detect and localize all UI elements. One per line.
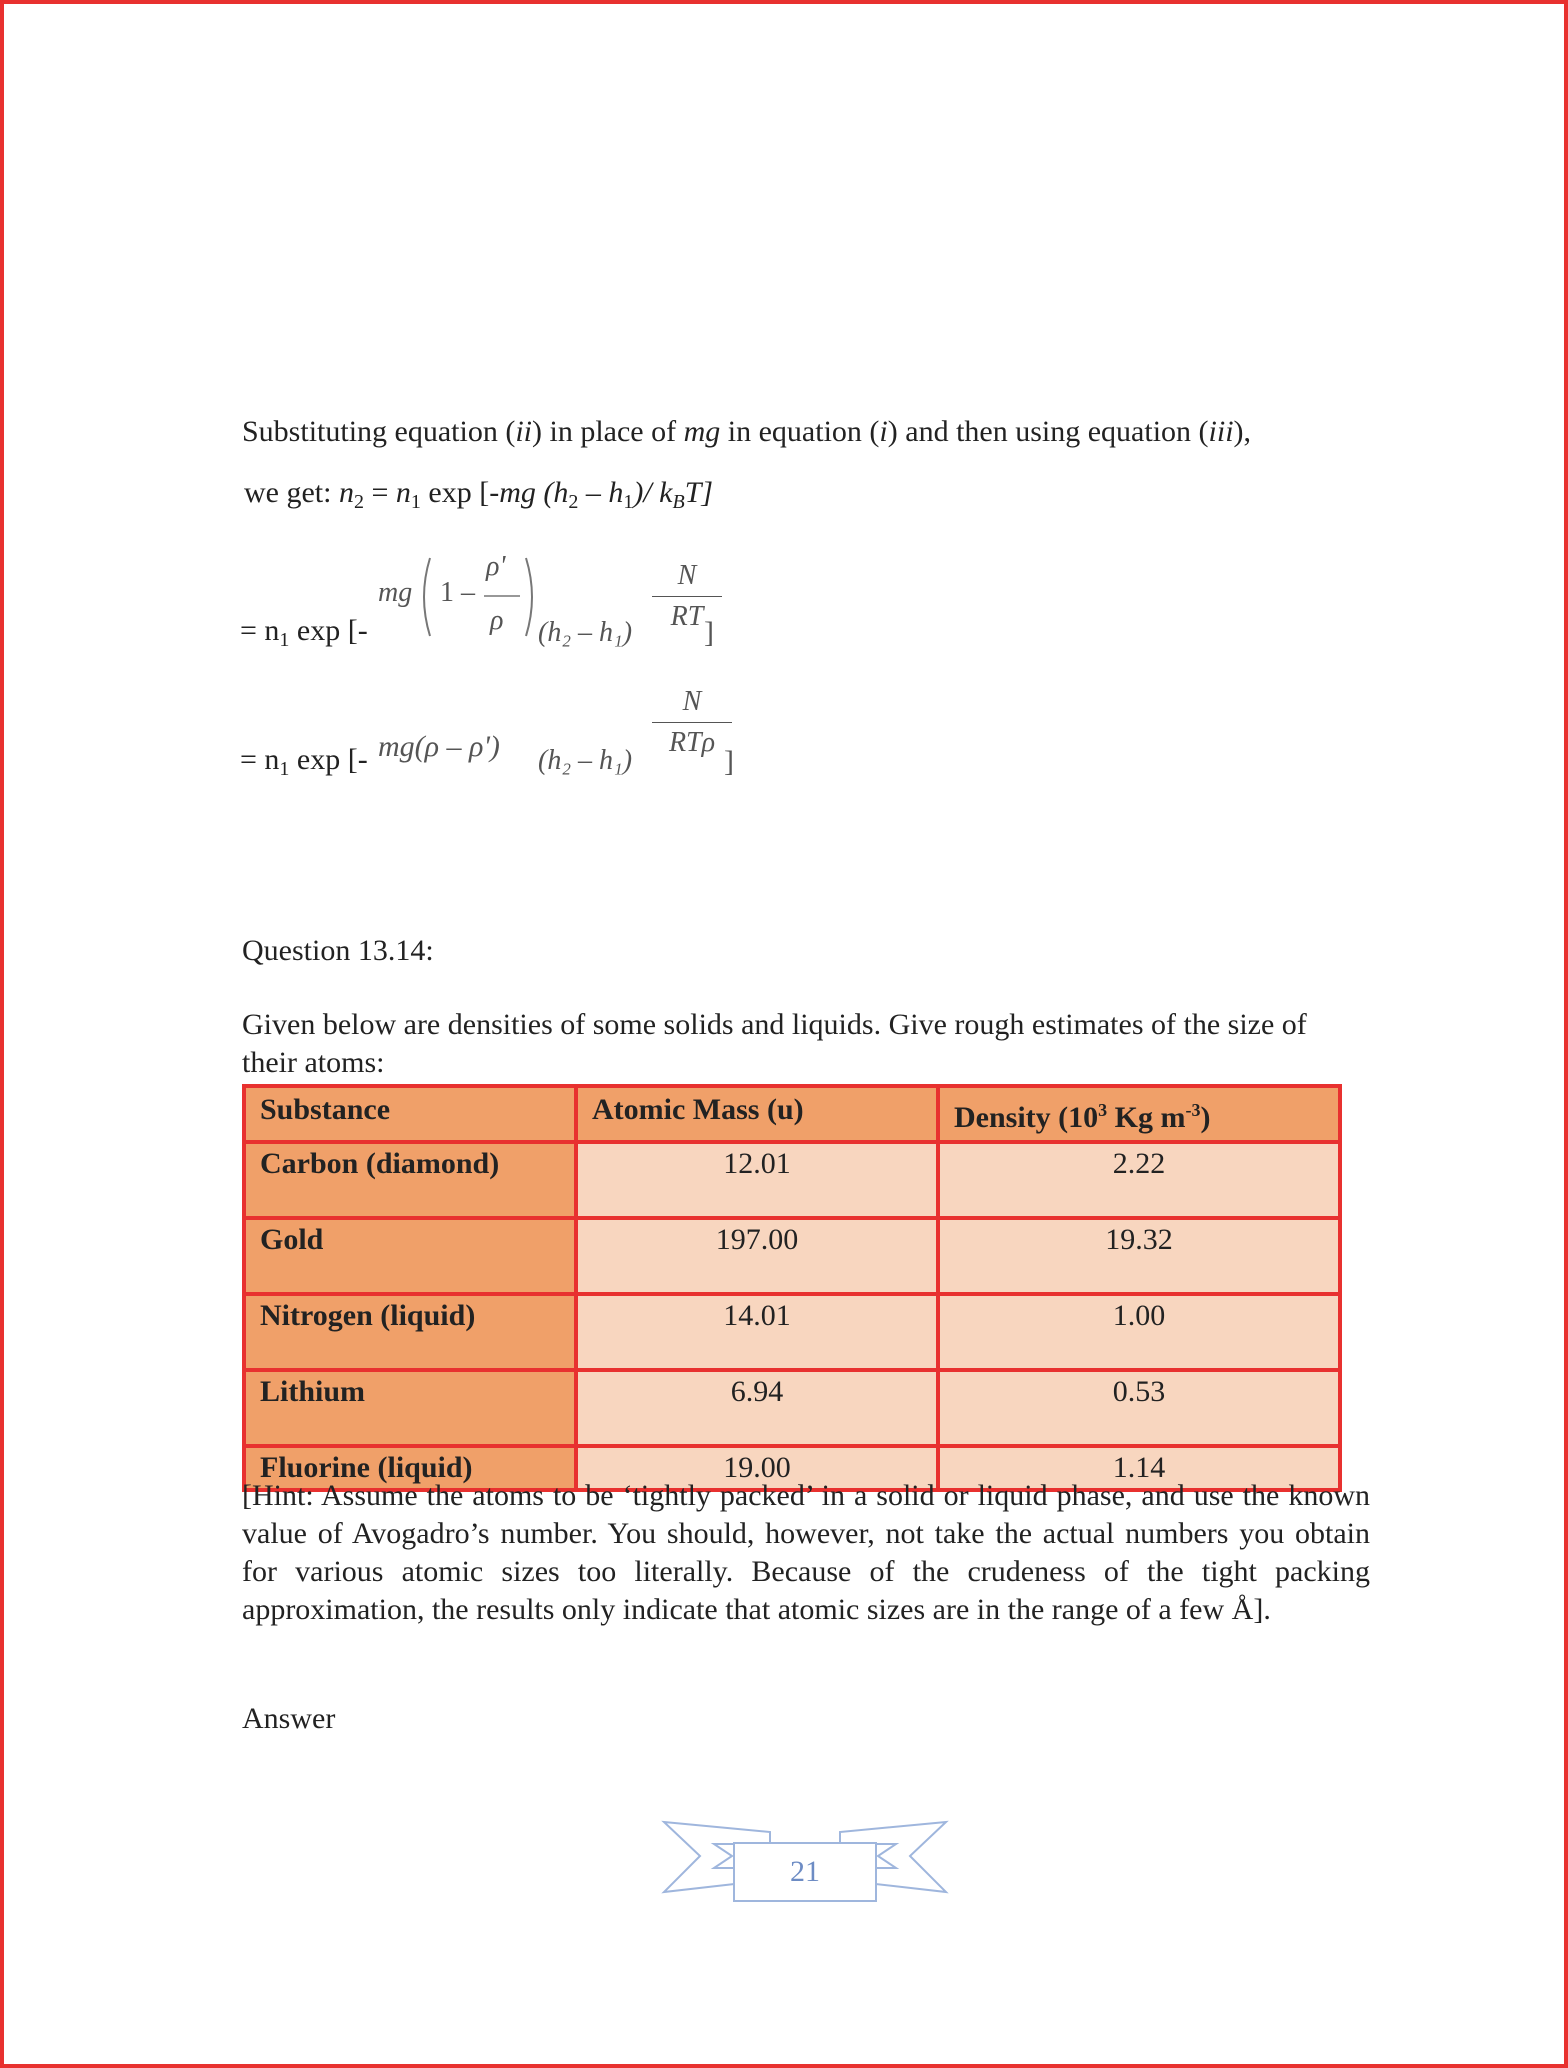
cell-mass: 6.94: [576, 1370, 938, 1446]
header-density: [938, 1086, 1340, 1142]
eq1-h-term: (h₂ – h₁): [538, 617, 633, 648]
subscript: 2: [353, 491, 364, 513]
cell-substance: Gold: [244, 1218, 576, 1294]
var-k: )/ k: [633, 476, 673, 509]
eq2-numerator: mg(ρ – ρ'): [378, 730, 500, 763]
we-get-prefix: we get:: [244, 476, 339, 509]
intro-text: ),: [1233, 415, 1252, 448]
cell-substance: Carbon (diamond): [244, 1142, 576, 1218]
table-row: [244, 1142, 1340, 1218]
var-n: n: [338, 476, 354, 509]
cell-density: 19.32: [938, 1218, 1340, 1294]
intro-ii: ii: [515, 415, 532, 448]
density-table: [242, 1084, 1342, 1492]
cell-mass: 197.00: [576, 1218, 938, 1294]
eq1-rho: ρ: [490, 605, 504, 636]
intro-text: ) and then using equation (: [887, 415, 1209, 448]
eq2-n: = n: [240, 743, 280, 776]
fraction-bar: [652, 596, 722, 597]
subscript: 1: [279, 629, 290, 651]
subscript: 1: [279, 758, 290, 780]
equals: =: [363, 476, 396, 509]
intro-iii: iii: [1208, 415, 1234, 448]
var-h: (h: [535, 476, 569, 509]
fraction-bar: [652, 722, 732, 723]
eq2-fraction: [652, 686, 732, 759]
eq1-N: N: [677, 560, 697, 591]
var-T: T]: [684, 476, 714, 509]
exp-text: exp [-: [289, 743, 368, 776]
cell-mass: 14.01: [576, 1294, 938, 1370]
question-label: Question 13.14:: [242, 934, 434, 967]
header-atomic-mass: Atomic Mass (u): [576, 1086, 938, 1142]
eq1-lhs: [240, 612, 368, 659]
answer-label: Answer: [242, 1702, 336, 1735]
subscript: 1: [623, 491, 634, 513]
cell-density: 1.00: [938, 1294, 1340, 1370]
exp-text: exp [-: [420, 476, 500, 509]
eq2-lhs: [240, 741, 368, 788]
question-paragraph: Given below are densities of some solids and liquids. Give rough estimates of the size of their atoms:: [242, 1008, 1307, 1079]
eq2-h-term: (h₂ – h₁): [538, 745, 633, 776]
var-h: – h: [578, 476, 624, 509]
table-row: [244, 1218, 1340, 1294]
intro-text: in equation (: [720, 415, 880, 448]
hint-block: [242, 1477, 1370, 1629]
intro-mg: mg: [683, 415, 721, 448]
eq1-RT: RT: [670, 601, 704, 632]
eq1-n: = n: [240, 614, 280, 647]
subscript: 2: [568, 491, 579, 513]
header-substance: Substance: [244, 1086, 576, 1142]
eq1-rho-prime: ρ': [486, 551, 506, 582]
we-get-line: [244, 474, 713, 521]
cell-substance: Lithium: [244, 1370, 576, 1446]
superscript: -3: [1185, 1100, 1201, 1120]
eq1-one-minus: 1 –: [440, 577, 475, 608]
cell-density: 2.22: [938, 1142, 1340, 1218]
table-row: [244, 1294, 1340, 1370]
hint-paragraph: [Hint: Assume the atoms to be ‘tightly packed’ in a solid or liquid phase, and use the known value of Avogadro’s number. You should, however, not take the actual numbers you obtain for various atomic sizes too literally. Because of the crudeness of the tight packing approximation, the results only indicate that atomic sizes are in the range of a few Å].: [242, 1479, 1370, 1626]
table-row: [244, 1370, 1340, 1446]
header-density-text: Kg m: [1107, 1101, 1186, 1134]
cell-density: 1.14: [938, 1446, 1340, 1490]
subscript: 1: [410, 491, 421, 513]
eq2-N: N: [682, 686, 702, 717]
exp-text: exp [-: [289, 614, 368, 647]
subscript: B: [672, 491, 685, 513]
cell-substance: Fluorine (liquid): [244, 1446, 576, 1490]
cell-mass: 12.01: [576, 1142, 938, 1218]
intro-text: ) in place of: [532, 415, 684, 448]
intro-line: [242, 413, 1251, 451]
header-density-text: ): [1200, 1101, 1211, 1134]
cell-density: 0.53: [938, 1370, 1340, 1446]
intro-text: Substituting equation (: [242, 415, 516, 448]
intro-i: i: [879, 415, 888, 448]
table-header-row: [244, 1086, 1340, 1142]
eq1-close-bracket: ]: [704, 616, 714, 649]
header-density-text: Density (10: [954, 1101, 1099, 1134]
cell-substance: Nitrogen (liquid): [244, 1294, 576, 1370]
eq1-paren-group: [418, 552, 538, 642]
var-mg: mg: [499, 476, 536, 509]
question-text: [242, 1006, 1370, 1082]
var-n: n: [395, 476, 411, 509]
eq2-RTrho: RTρ: [668, 727, 716, 758]
cell-mass: 19.00: [576, 1446, 938, 1490]
page-number: 21: [733, 1842, 877, 1902]
eq1-mg: mg: [378, 577, 413, 608]
eq2-close-bracket: ]: [724, 745, 734, 778]
superscript: 3: [1098, 1100, 1108, 1120]
